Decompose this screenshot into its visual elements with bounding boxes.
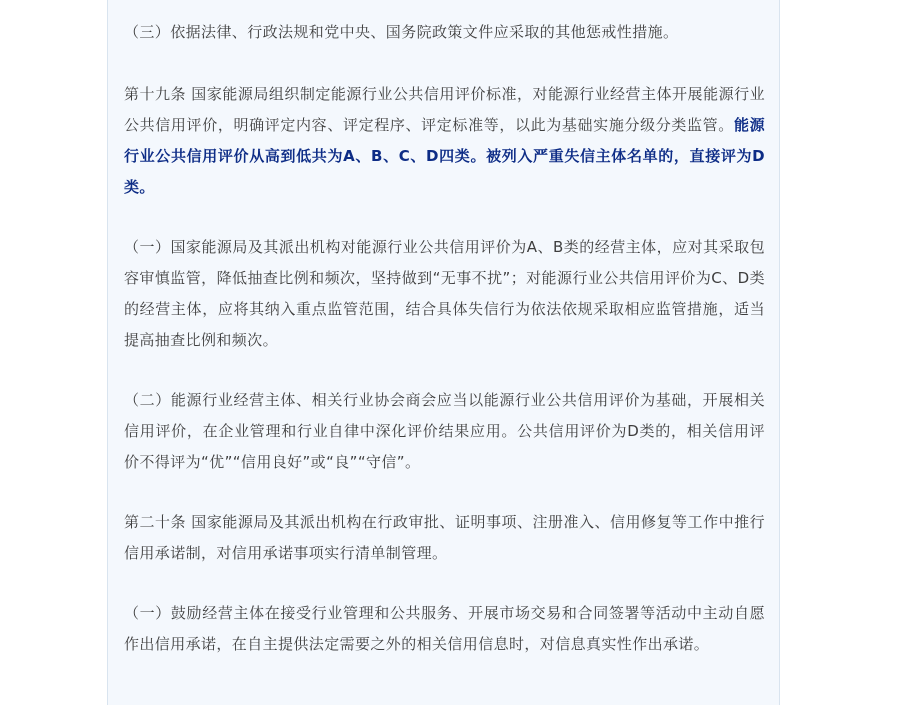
paragraph-item-3 <box>124 17 678 48</box>
article-19-item-1 <box>124 232 765 356</box>
paragraph-text: （二）能源行业经营主体、相关行业协会商会应当以能源行业公共信用评价为基础，开展相关信用评价，在企业管理和行业自律中深化评价结果应用。公共信用评价为D类的，相关信用评价不得评为“优”“信用良好”或“良”“守信”。 <box>124 391 765 471</box>
article-19-item-2 <box>124 385 765 478</box>
highlighted-rating-text: 能源行业公共信用评价从高到低共为A、B、C、D四类。被列入严重失信主体名单的，直接评为D类。 <box>124 116 765 196</box>
article-20-paragraph <box>124 507 765 569</box>
paragraph-text: （一）鼓励经营主体在接受行业管理和公共服务、开展市场交易和合同签署等活动中主动自愿作出信用承诺，在自主提供法定需要之外的相关信用信息时，对信息真实性作出承诺。 <box>124 604 765 653</box>
paragraph-text: （三）依据法律、行政法规和党中央、国务院政策文件应采取的其他惩戒性措施。 <box>124 23 679 41</box>
paragraph-text: 第十九条 国家能源局组织制定能源行业公共信用评价标准，对能源行业经营主体开展能源行业公共信用评价，明确评定内容、评定程序、评定标准等，以此为基础实施分级分类监管。 <box>124 85 765 134</box>
paragraph-text: 第二十条 国家能源局及其派出机构在行政审批、证明事项、注册准入、信用修复等工作中推行信用承诺制，对信用承诺事项实行清单制管理。 <box>124 513 765 562</box>
paragraph-text: （一）国家能源局及其派出机构对能源行业公共信用评价为A、B类的经营主体，应对其采取包容审慎监管，降低抽查比例和频次，坚持做到“无事不扰”；对能源行业公共信用评价为C、D类的经营主体，应将其纳入重点监管范围，结合具体失信行为依法依规采取相应监管措施，适当提高抽查比例和频次。 <box>124 238 765 349</box>
article-19-paragraph <box>124 79 765 203</box>
article-panel <box>107 0 780 705</box>
article-20-item-1 <box>124 598 765 660</box>
